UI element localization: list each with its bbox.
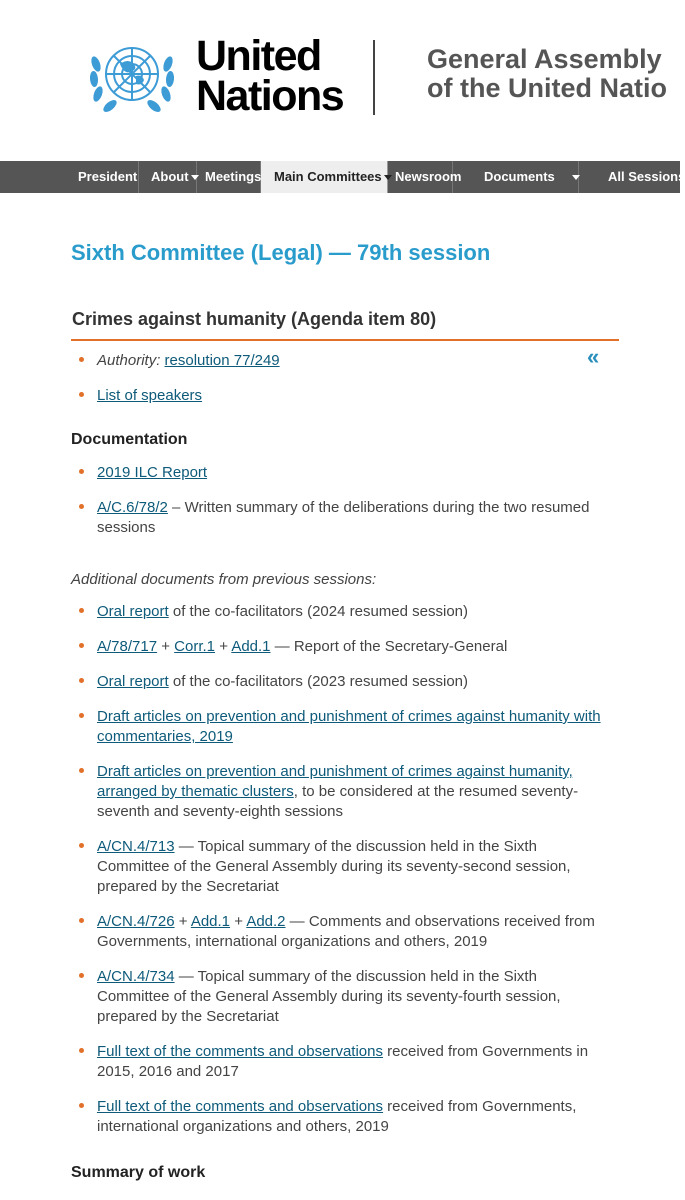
nav-item-newsroom[interactable]: [388, 161, 462, 193]
additional-docs-list: [77, 602, 607, 1137]
sg-report-text: — Report of the Secretary-General: [270, 638, 508, 655]
draft-articles-commentaries-link[interactable]: Draft articles on prevention and punishment of crimes against humanity with commentaries, 2019: [97, 708, 601, 745]
collapse-icon[interactable]: «: [587, 344, 600, 369]
list-item: [77, 1097, 607, 1137]
list-item: [77, 707, 607, 747]
un-emblem-icon[interactable]: [80, 34, 184, 120]
nav-label: About: [151, 169, 189, 184]
authority-list: [77, 351, 607, 406]
plus-separator: +: [215, 638, 232, 655]
list-item: [77, 351, 607, 371]
nav-item-main-committees[interactable]: [261, 161, 388, 193]
nav-item-meetings[interactable]: [197, 161, 261, 193]
corr1-link[interactable]: Corr.1: [174, 638, 216, 655]
a-cn4-734-text: — Topical summary of the discussion held in the Sixth Committee of the General Assembly during its seventy-fourth session, prepared by the Secretariat: [97, 968, 561, 1025]
a-cn4-726-link[interactable]: A/CN.4/726: [97, 913, 175, 930]
list-item: [77, 762, 607, 822]
list-item: [77, 912, 607, 952]
plus-separator: +: [157, 638, 175, 655]
nav-label: Newsroom: [395, 169, 462, 184]
plus-separator: +: [174, 913, 191, 930]
a-cn4-713-link[interactable]: A/CN.4/713: [97, 838, 175, 855]
list-item: [77, 386, 607, 406]
nav-label: President: [78, 169, 138, 184]
a-cn4-734-link[interactable]: A/CN.4/734: [97, 968, 175, 985]
oral-report-2023-link[interactable]: Oral report: [97, 673, 169, 690]
list-item: [77, 602, 607, 622]
list-item: [77, 672, 607, 692]
nav-label: Meetings: [205, 169, 262, 184]
list-item: [77, 837, 607, 897]
oral-report-2023-text: of the co-facilitators (2023 resumed session): [168, 673, 469, 690]
list-item: [77, 463, 607, 483]
section-title: Crimes against humanity (Agenda item 80): [72, 309, 437, 329]
nav-label: All Sessions: [608, 169, 685, 184]
org-name-line1: United: [196, 32, 321, 80]
resolution-link[interactable]: resolution 77/249: [164, 352, 280, 369]
draft-articles-clusters-text: , to be considered at the resumed seventy-seventh and seventy-eighth sessions: [97, 783, 579, 820]
additional-docs-intro: Additional documents from previous sessions:: [71, 571, 377, 588]
summary-of-work-heading: Summary of work: [71, 1164, 206, 1181]
ga-title-line2: of the United Natio: [427, 73, 667, 103]
main-nav: [0, 161, 685, 193]
full-text-comments-2017-text: received from Governments in 2015, 2016 and 2017: [97, 1043, 589, 1080]
nav-item-about[interactable]: [139, 161, 197, 193]
list-of-speakers-link[interactable]: List of speakers: [97, 387, 203, 404]
ga-title-line1: General Assembly: [427, 44, 662, 74]
site-header: [0, 0, 680, 160]
nav-item-all-sessions[interactable]: [579, 161, 685, 193]
header-divider: [373, 40, 375, 115]
ilc-report-link[interactable]: 2019 ILC Report: [97, 464, 208, 481]
org-name[interactable]: [196, 32, 344, 120]
page-title: Sixth Committee (Legal) — 79th session: [71, 240, 491, 265]
ac6-78-2-link[interactable]: A/C.6/78/2: [97, 499, 168, 516]
list-item: [77, 1042, 607, 1082]
a-cn4-726-text: — Comments and observations received from Governments, international organizations and others, 2019: [97, 913, 595, 950]
list-item: [77, 498, 607, 538]
list-item: [77, 637, 607, 657]
list-item: [77, 967, 607, 1027]
ac6-description: – Written summary of the deliberations during the two resumed sessions: [97, 499, 590, 536]
add1-link[interactable]: Add.1: [231, 638, 271, 655]
documentation-heading: Documentation: [71, 431, 188, 448]
oral-report-2024-text: of the co-facilitators (2024 resumed session): [168, 603, 469, 620]
a-cn4-726-add2-link[interactable]: Add.2: [246, 913, 286, 930]
nav-label: Main Committees: [274, 169, 382, 184]
full-text-comments-2019-text: received from Governments, international organizations and others, 2019: [97, 1098, 577, 1135]
org-name-line2: Nations: [196, 72, 344, 120]
a-cn4-726-add1-link[interactable]: Add.1: [190, 913, 231, 930]
a-cn4-713-text: — Topical summary of the discussion held in the Sixth Committee of the General Assembly during its seventy-second session, prepared by the Secretariat: [97, 838, 571, 895]
draft-articles-clusters-link[interactable]: Draft articles on prevention and punishment of crimes against humanity, arranged by thematic clusters: [97, 763, 573, 800]
oral-report-2024-link[interactable]: Oral report: [97, 603, 169, 620]
authority-label: Authority:: [97, 352, 161, 369]
nav-item-documents[interactable]: [453, 161, 579, 193]
general-assembly-title[interactable]: [427, 45, 667, 103]
a-78-717-link[interactable]: A/78/717: [97, 638, 158, 655]
full-text-comments-2019-link[interactable]: Full text of the comments and observations: [97, 1098, 383, 1115]
documentation-list: [77, 463, 607, 538]
section-divider: [71, 339, 619, 341]
nav-label: Documents: [484, 169, 555, 184]
full-text-comments-2017-link[interactable]: Full text of the comments and observations: [97, 1043, 383, 1060]
plus-separator: +: [230, 913, 247, 930]
nav-item-president[interactable]: [0, 161, 139, 193]
